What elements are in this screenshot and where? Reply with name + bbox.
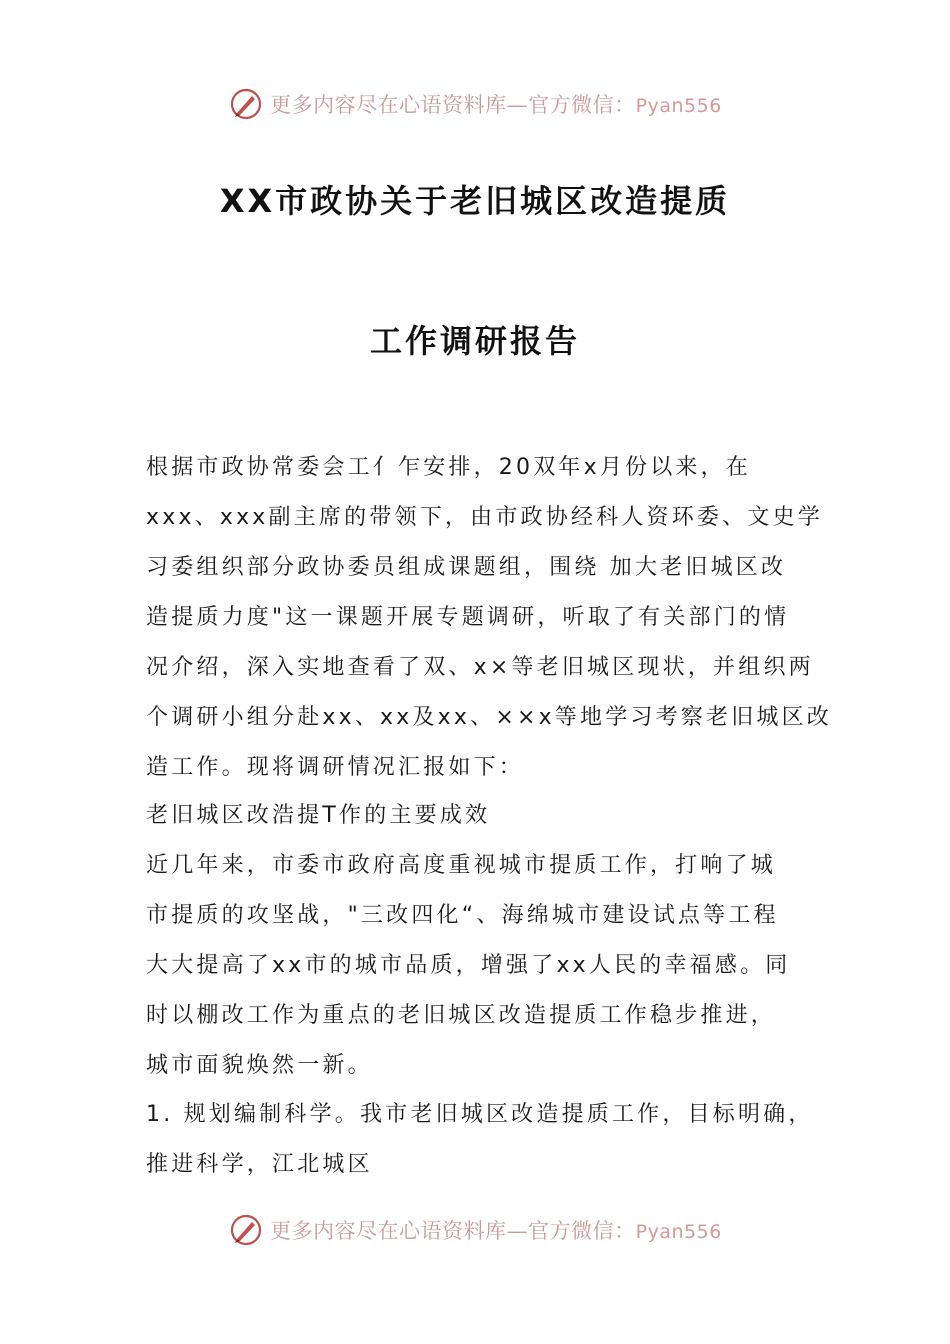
body-line: 习委组织部分政协委员组成课题组，围绕 加大老旧城区改 (146, 555, 787, 580)
body-line: 况介绍，深入实地查看了双、x×等老旧城区现状，并组织两 (146, 655, 814, 680)
pen-logo-icon (228, 86, 264, 122)
body-line: 时以棚改工作为重点的老旧城区改造提质工作稳步推进， (146, 1003, 777, 1028)
document-title-line-1: XX市政协关于老旧城区改造提质 (219, 182, 731, 220)
body-line: 市提质的攻坚战，"三改四化“、海绵城市建设试点等工程 (146, 903, 779, 928)
watermark-text: 更多内容尽在心语资料库—官方微信：Pyan556 (270, 93, 722, 117)
body-line: 造工作。现将调研情况汇报如下： (146, 755, 525, 780)
body-line: 推进科学，江北城区 (146, 1152, 373, 1177)
numbered-item: 1. 规划编制科学。我市老旧城区改造提质工作，目标明确， (146, 1102, 814, 1127)
body-line: 个调研小组分赴xx、xx及xx、××x等地学习考察老旧城区改 (146, 705, 833, 730)
watermark-handle: Pyan556 (635, 1221, 722, 1243)
watermark-text: 更多内容尽在心语资料库—官方微信：Pyan556 (270, 1219, 722, 1243)
body-line: 造提质力度"这一课题开展专题调研，听取了有关部门的情 (146, 605, 790, 630)
watermark-handle: Pyan556 (635, 95, 722, 117)
body-line: xxx、xxx副主席的带领下，由市政协经科人资环委、文史学 (146, 505, 823, 530)
watermark-banner-bottom (0, 1210, 950, 1250)
document-title-line-2: 工作调研报告 (369, 322, 580, 360)
body-line: 大大提高了xx市的城市品质，增强了xx人民的幸福感。同 (146, 953, 791, 978)
body-line: 根据市政协常委会工亻乍安排，20双年x月份以来，在 (146, 455, 752, 480)
body-line: 城市面貌焕然一新。 (146, 1053, 373, 1078)
body-line: 近几年来，市委市政府高度重视城市提质工作，打响了城 (146, 853, 777, 878)
watermark-banner-top (0, 84, 950, 124)
pen-logo-icon (228, 1212, 264, 1248)
section-heading: 老旧城区改浩提T作的主要成效 (146, 803, 491, 828)
